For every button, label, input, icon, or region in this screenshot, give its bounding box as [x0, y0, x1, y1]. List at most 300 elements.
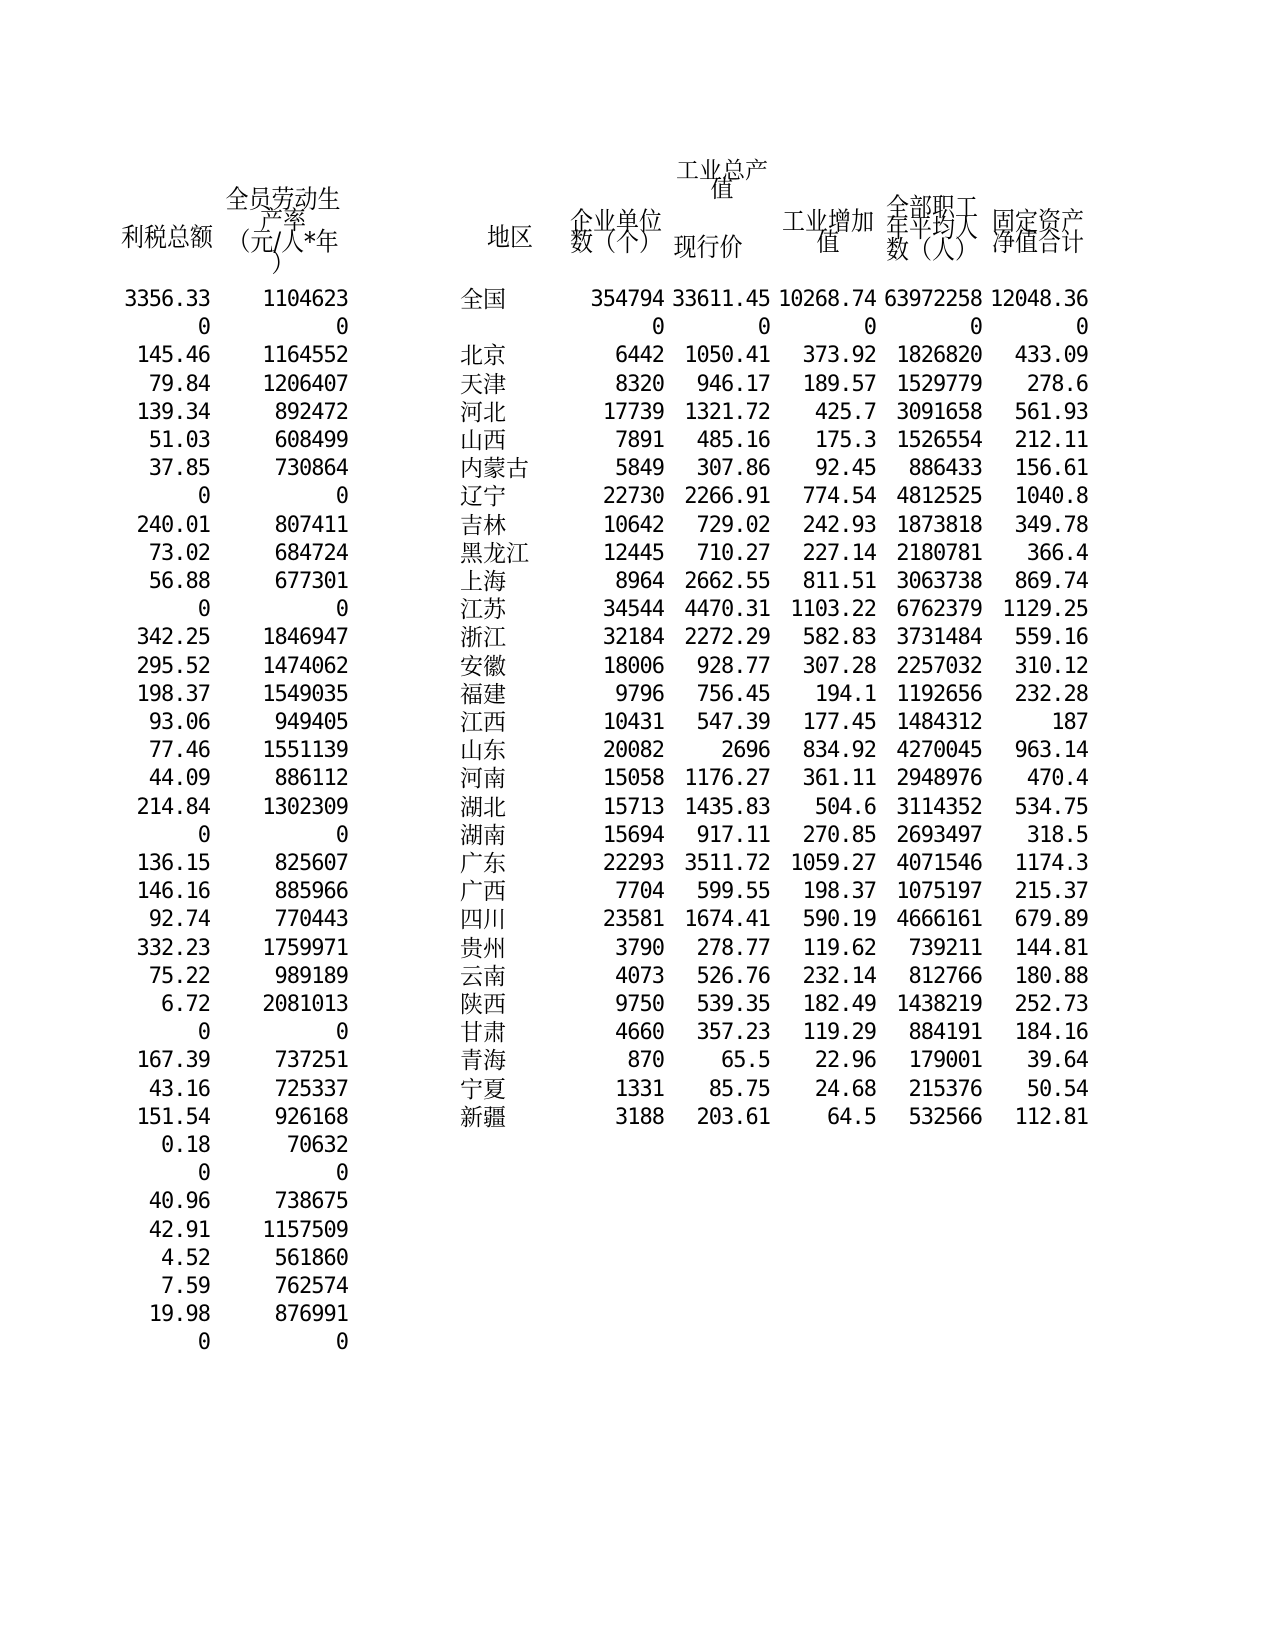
- cell-laodong: 762574: [274, 1274, 348, 1299]
- cell-gongye: [666, 1272, 770, 1302]
- cell-guding: [984, 1300, 1088, 1330]
- cell-zhigong: 1438219: [896, 992, 982, 1017]
- cell-zhigong: 6762379: [896, 597, 982, 623]
- cell-zhigong: [878, 1328, 982, 1358]
- cell-laodong: 949405: [274, 710, 348, 735]
- cell-zengjia: 242.93: [802, 512, 876, 538]
- cell-laodong: 1206407: [262, 371, 348, 397]
- cell-guding: [984, 1159, 1088, 1189]
- cell-region: 山东: [460, 738, 506, 765]
- cell-gongye: 357.23: [696, 1020, 770, 1046]
- cell-zengjia: 175.3: [814, 428, 876, 453]
- table-row: [0, 877, 1275, 907]
- cell-zengjia: 834.92: [802, 738, 876, 764]
- table-row: [0, 370, 1275, 400]
- cell-lishui: 0: [197, 1161, 210, 1187]
- cell-zhigong: [878, 1244, 982, 1274]
- cell-zhigong: [878, 1300, 982, 1330]
- cell-qiye: [560, 1159, 664, 1189]
- cell-laodong: 0: [335, 1020, 348, 1046]
- table-row: [0, 1328, 1275, 1358]
- cell-laodong: 0: [335, 1161, 348, 1187]
- cell-qiye: 12445: [602, 540, 664, 566]
- cell-laodong: 561860: [274, 1245, 348, 1271]
- header-guding: 固定资产 净值合计: [992, 207, 1084, 258]
- cell-laodong: 1164552: [262, 343, 348, 369]
- cell-gongye: 928.77: [696, 653, 770, 679]
- cell-zengjia: [772, 1328, 876, 1358]
- table-row: [0, 341, 1275, 371]
- cell-region: 云南: [460, 963, 506, 990]
- cell-guding: 869.74: [1014, 569, 1088, 594]
- header-gongye-sub: 现行价: [673, 233, 743, 263]
- cell-lishui: 6.72: [161, 992, 210, 1017]
- table-row: [0, 1131, 1275, 1161]
- cell-laodong: 1551139: [262, 738, 348, 764]
- cell-qiye: 3188: [615, 1104, 664, 1130]
- header-gongye: 工业总产 值: [676, 158, 768, 203]
- cell-laodong: 886112: [274, 766, 348, 792]
- cell-region: [460, 1300, 570, 1330]
- cell-zhigong: 1529779: [896, 371, 982, 397]
- cell-region: [460, 1216, 570, 1246]
- cell-lishui: 77.46: [148, 738, 210, 764]
- cell-gongye: 946.17: [696, 371, 770, 397]
- cell-region: 吉林: [460, 512, 506, 539]
- cell-guding: 184.16: [1014, 1020, 1088, 1046]
- cell-lishui: 332.23: [136, 935, 210, 961]
- cell-region: 河南: [460, 766, 506, 793]
- cell-guding: [984, 1187, 1088, 1217]
- cell-lishui: 167.39: [136, 1048, 210, 1074]
- cell-lishui: 43.16: [148, 1076, 210, 1102]
- cell-guding: 156.61: [1014, 456, 1088, 482]
- table-row: [0, 1103, 1275, 1133]
- cell-lishui: 214.84: [136, 794, 210, 820]
- header-lishui: 利税总额: [121, 223, 213, 253]
- cell-gongye: 710.27: [696, 540, 770, 566]
- cell-zengjia: 232.14: [802, 963, 876, 989]
- cell-laodong: 770443: [274, 907, 348, 933]
- cell-region: 安徽: [460, 653, 506, 680]
- cell-laodong: 608499: [274, 428, 348, 453]
- cell-guding: 534.75: [1014, 794, 1088, 820]
- cell-region: [460, 313, 570, 343]
- cell-zhigong: [878, 1272, 982, 1302]
- cell-zhigong: 1873818: [896, 512, 982, 538]
- cell-qiye: 6442: [615, 343, 664, 369]
- cell-qiye: 4073: [615, 963, 664, 989]
- cell-laodong: 1474062: [262, 653, 348, 679]
- cell-guding: 433.09: [1014, 343, 1088, 369]
- table-row: [0, 623, 1275, 653]
- cell-zhigong: 739211: [908, 935, 982, 961]
- cell-qiye: 18006: [602, 653, 664, 679]
- cell-gongye: 85.75: [708, 1076, 770, 1102]
- cell-region: 北京: [460, 343, 506, 370]
- cell-region: [460, 1272, 570, 1302]
- cell-qiye: 354794: [590, 287, 664, 312]
- cell-qiye: 22293: [602, 851, 664, 876]
- cell-lishui: 0: [197, 822, 210, 848]
- cell-gongye: 0: [757, 315, 770, 341]
- cell-zhigong: 1484312: [896, 710, 982, 735]
- cell-laodong: 1549035: [262, 681, 348, 707]
- cell-gongye: 2272.29: [684, 625, 770, 651]
- table-row: [0, 1187, 1275, 1217]
- cell-zhigong: 812766: [908, 963, 982, 989]
- cell-zengjia: 189.57: [802, 371, 876, 397]
- cell-laodong: 1302309: [262, 794, 348, 820]
- cell-region: 广东: [460, 851, 506, 877]
- cell-guding: 963.14: [1014, 738, 1088, 764]
- cell-gongye: 2696: [721, 738, 770, 764]
- cell-guding: 112.81: [1014, 1104, 1088, 1130]
- cell-region: 新疆: [460, 1104, 506, 1131]
- cell-gongye: [666, 1159, 770, 1189]
- cell-zengjia: 270.85: [802, 822, 876, 848]
- table-row: [0, 482, 1275, 512]
- cell-region: 广西: [460, 879, 506, 906]
- header-zengjia: 工业增加 值: [782, 207, 874, 258]
- cell-lishui: 73.02: [148, 540, 210, 566]
- cell-lishui: 75.22: [148, 963, 210, 989]
- cell-zengjia: 307.28: [802, 653, 876, 679]
- cell-gongye: 485.16: [696, 428, 770, 453]
- cell-lishui: 0: [197, 1330, 210, 1356]
- cell-lishui: 0.18: [161, 1133, 210, 1158]
- cell-qiye: 7704: [615, 879, 664, 905]
- cell-zengjia: 22.96: [814, 1048, 876, 1074]
- cell-zengjia: 119.62: [802, 935, 876, 961]
- cell-region: 内蒙古: [460, 456, 529, 483]
- table-row: [0, 1216, 1275, 1246]
- cell-region: [460, 1328, 570, 1358]
- cell-zhigong: [878, 1216, 982, 1246]
- cell-qiye: [560, 1187, 664, 1217]
- cell-zhigong: [878, 1159, 982, 1189]
- cell-gongye: 278.77: [696, 935, 770, 961]
- cell-region: 浙江: [460, 625, 506, 652]
- table-row: [0, 1159, 1275, 1189]
- cell-zhigong: 2948976: [896, 766, 982, 792]
- table-row: [0, 539, 1275, 569]
- cell-zengjia: 361.11: [802, 766, 876, 792]
- cell-laodong: 738675: [274, 1189, 348, 1215]
- cell-laodong: 725337: [274, 1076, 348, 1102]
- table-row: [0, 426, 1275, 456]
- cell-gongye: 203.61: [696, 1104, 770, 1130]
- cell-zengjia: 182.49: [802, 992, 876, 1017]
- cell-laodong: 0: [335, 1330, 348, 1356]
- cell-qiye: 32184: [602, 625, 664, 651]
- cell-region: 山西: [460, 428, 506, 454]
- cell-guding: 215.37: [1014, 879, 1088, 905]
- table-row: [0, 1244, 1275, 1274]
- table-row: [0, 1018, 1275, 1048]
- cell-qiye: 23581: [602, 907, 664, 933]
- cell-zengjia: 590.19: [802, 907, 876, 933]
- cell-region: 湖南: [460, 822, 506, 849]
- cell-qiye: [560, 1216, 664, 1246]
- cell-laodong: 876991: [274, 1302, 348, 1328]
- table-row: [0, 905, 1275, 935]
- table-row: [0, 398, 1275, 428]
- cell-zengjia: 24.68: [814, 1076, 876, 1102]
- cell-zengjia: 373.92: [802, 343, 876, 369]
- header-diqu: 地区: [487, 223, 533, 253]
- cell-zengjia: [772, 1244, 876, 1274]
- cell-zhigong: 3063738: [896, 569, 982, 594]
- cell-zengjia: [772, 1187, 876, 1217]
- cell-gongye: 3511.72: [684, 851, 770, 876]
- cell-zhigong: 1075197: [896, 879, 982, 905]
- cell-zhigong: 4071546: [896, 851, 982, 876]
- cell-zengjia: [772, 1300, 876, 1330]
- cell-guding: 366.4: [1026, 540, 1088, 566]
- cell-qiye: 3790: [615, 935, 664, 961]
- cell-gongye: [666, 1244, 770, 1274]
- cell-gongye: [666, 1300, 770, 1330]
- cell-lishui: 44.09: [148, 766, 210, 792]
- table-row: [0, 764, 1275, 794]
- cell-zengjia: 10268.74: [778, 287, 876, 312]
- cell-guding: 349.78: [1014, 512, 1088, 538]
- cell-laodong: 677301: [274, 569, 348, 594]
- cell-laodong: 0: [335, 315, 348, 341]
- cell-guding: 212.11: [1014, 428, 1088, 453]
- cell-lishui: 79.84: [148, 371, 210, 397]
- cell-laodong: 885966: [274, 879, 348, 905]
- cell-guding: 559.16: [1014, 625, 1088, 651]
- header-laodong: 全员劳动生 产率 （元/人*年 ）: [225, 185, 341, 279]
- cell-gongye: 2662.55: [684, 569, 770, 594]
- cell-zhigong: 1826820: [896, 343, 982, 369]
- cell-qiye: 870: [627, 1048, 664, 1074]
- cell-guding: 232.28: [1014, 681, 1088, 707]
- cell-guding: [984, 1244, 1088, 1274]
- cell-lishui: 92.74: [148, 907, 210, 933]
- cell-guding: [984, 1272, 1088, 1302]
- cell-laodong: 2081013: [262, 992, 348, 1017]
- cell-region: 福建: [460, 681, 506, 708]
- cell-laodong: 0: [335, 484, 348, 510]
- cell-zengjia: 227.14: [802, 540, 876, 566]
- cell-lishui: 0: [197, 597, 210, 623]
- cell-zhigong: 63972258: [884, 287, 982, 312]
- cell-region: 湖北: [460, 794, 506, 821]
- cell-region: 贵州: [460, 935, 506, 962]
- cell-zengjia: 1103.22: [790, 597, 876, 623]
- cell-gongye: 1674.41: [684, 907, 770, 933]
- table-row: [0, 454, 1275, 484]
- cell-region: 辽宁: [460, 484, 506, 511]
- cell-laodong: 1759971: [262, 935, 348, 961]
- cell-zhigong: 886433: [908, 456, 982, 482]
- cell-zhigong: 2257032: [896, 653, 982, 679]
- cell-zhigong: 0: [969, 315, 982, 341]
- table-row: [0, 1075, 1275, 1105]
- cell-region: 江西: [460, 710, 506, 736]
- cell-lishui: 0: [197, 484, 210, 510]
- cell-lishui: 0: [197, 315, 210, 341]
- cell-zengjia: [772, 1131, 876, 1161]
- cell-lishui: 56.88: [148, 569, 210, 594]
- cell-qiye: 8320: [615, 371, 664, 397]
- cell-laodong: 1157509: [262, 1217, 348, 1243]
- cell-lishui: 198.37: [136, 681, 210, 707]
- cell-lishui: 240.01: [136, 512, 210, 538]
- cell-zengjia: 92.45: [814, 456, 876, 482]
- cell-guding: 470.4: [1026, 766, 1088, 792]
- cell-guding: 252.73: [1014, 992, 1088, 1017]
- cell-laodong: 737251: [274, 1048, 348, 1074]
- cell-lishui: 93.06: [148, 710, 210, 735]
- cell-guding: 1040.8: [1014, 484, 1088, 510]
- cell-zengjia: 582.83: [802, 625, 876, 651]
- cell-lishui: 136.15: [136, 851, 210, 876]
- cell-qiye: 9796: [615, 681, 664, 707]
- cell-zengjia: 774.54: [802, 484, 876, 510]
- cell-qiye: 15694: [602, 822, 664, 848]
- cell-qiye: [560, 1272, 664, 1302]
- cell-zhigong: 2693497: [896, 822, 982, 848]
- cell-zhigong: 4666161: [896, 907, 982, 933]
- cell-guding: 50.54: [1026, 1076, 1088, 1102]
- cell-zhigong: 3731484: [896, 625, 982, 651]
- cell-zengjia: 64.5: [827, 1104, 876, 1130]
- cell-laodong: 825607: [274, 851, 348, 876]
- cell-gongye: 547.39: [696, 710, 770, 735]
- cell-lishui: 37.85: [148, 456, 210, 482]
- cell-zhigong: 3091658: [896, 399, 982, 425]
- table-row: [0, 793, 1275, 823]
- cell-guding: [984, 1328, 1088, 1358]
- header-zhigong: 全部职工 年平均人 数（人）: [886, 193, 978, 266]
- cell-region: 青海: [460, 1048, 506, 1075]
- cell-gongye: 1050.41: [684, 343, 770, 369]
- cell-guding: 318.5: [1026, 822, 1088, 848]
- cell-lishui: 7.59: [161, 1274, 210, 1299]
- table-row: [0, 511, 1275, 541]
- table-row: [0, 708, 1275, 738]
- cell-qiye: 17739: [602, 399, 664, 425]
- cell-region: 江苏: [460, 597, 506, 624]
- cell-guding: 0: [1075, 315, 1088, 341]
- cell-qiye: 1331: [615, 1076, 664, 1102]
- cell-laodong: 70632: [286, 1133, 348, 1158]
- table-row: [0, 313, 1275, 343]
- cell-guding: [984, 1216, 1088, 1246]
- cell-gongye: 2266.91: [684, 484, 770, 510]
- cell-guding: 180.88: [1014, 963, 1088, 989]
- cell-region: 全国: [460, 287, 506, 313]
- cell-zhigong: [878, 1131, 982, 1161]
- cell-guding: 12048.36: [990, 287, 1088, 312]
- cell-lishui: 4.52: [161, 1245, 210, 1271]
- cell-laodong: 1104623: [262, 287, 348, 312]
- table-row: [0, 1300, 1275, 1330]
- cell-lishui: 51.03: [148, 428, 210, 453]
- cell-qiye: 7891: [615, 428, 664, 453]
- cell-guding: 310.12: [1014, 653, 1088, 679]
- cell-gongye: 307.86: [696, 456, 770, 482]
- table-row: [0, 990, 1275, 1020]
- cell-zhigong: 1526554: [896, 428, 982, 453]
- cell-zhigong: 3114352: [896, 794, 982, 820]
- table-row: [0, 1272, 1275, 1302]
- cell-qiye: 9750: [615, 992, 664, 1017]
- cell-guding: 278.6: [1026, 371, 1088, 397]
- header-qiye: 企业单位 数（个）: [570, 207, 662, 258]
- cell-laodong: 0: [335, 822, 348, 848]
- cell-region: 陕西: [460, 992, 506, 1018]
- table-row: [0, 680, 1275, 710]
- cell-gongye: 756.45: [696, 681, 770, 707]
- cell-guding: 1174.3: [1014, 851, 1088, 876]
- cell-gongye: 917.11: [696, 822, 770, 848]
- cell-qiye: [560, 1300, 664, 1330]
- cell-lishui: 3356.33: [124, 287, 210, 312]
- cell-gongye: 1321.72: [684, 399, 770, 425]
- cell-region: [460, 1187, 570, 1217]
- cell-zhigong: 215376: [908, 1076, 982, 1102]
- cell-zengjia: 177.45: [802, 710, 876, 735]
- cell-zengjia: 504.6: [814, 794, 876, 820]
- cell-zengjia: [772, 1272, 876, 1302]
- cell-region: [460, 1244, 570, 1274]
- cell-gongye: 539.35: [696, 992, 770, 1017]
- cell-gongye: 1435.83: [684, 794, 770, 820]
- cell-guding: 1129.25: [1002, 597, 1088, 623]
- cell-lishui: 145.46: [136, 343, 210, 369]
- cell-zengjia: [772, 1159, 876, 1189]
- cell-qiye: 8964: [615, 569, 664, 594]
- table-row: [0, 1046, 1275, 1076]
- cell-guding: 39.64: [1026, 1048, 1088, 1074]
- table-row: [0, 652, 1275, 682]
- cell-laodong: 892472: [274, 399, 348, 425]
- cell-zhigong: 1192656: [896, 681, 982, 707]
- table-row: [0, 934, 1275, 964]
- cell-zengjia: 119.29: [802, 1020, 876, 1046]
- cell-qiye: 10431: [602, 710, 664, 735]
- cell-qiye: 0: [651, 315, 664, 341]
- cell-guding: [984, 1131, 1088, 1161]
- cell-zengjia: 194.1: [814, 681, 876, 707]
- cell-gongye: 65.5: [721, 1048, 770, 1074]
- header-gongye-clip: [672, 158, 772, 203]
- cell-gongye: 729.02: [696, 512, 770, 538]
- table-row: [0, 567, 1275, 597]
- cell-qiye: 34544: [602, 597, 664, 623]
- cell-lishui: 151.54: [136, 1104, 210, 1130]
- cell-gongye: [666, 1328, 770, 1358]
- table-row: [0, 962, 1275, 992]
- cell-region: 四川: [460, 907, 506, 934]
- cell-laodong: 1846947: [262, 625, 348, 651]
- cell-qiye: [560, 1131, 664, 1161]
- cell-region: 天津: [460, 371, 506, 398]
- cell-region: 上海: [460, 569, 506, 595]
- cell-region: [460, 1131, 570, 1161]
- cell-laodong: 0: [335, 597, 348, 623]
- cell-zengjia: [772, 1216, 876, 1246]
- cell-qiye: 15713: [602, 794, 664, 820]
- cell-gongye: [666, 1216, 770, 1246]
- cell-zhigong: 884191: [908, 1020, 982, 1046]
- cell-zhigong: 4270045: [896, 738, 982, 764]
